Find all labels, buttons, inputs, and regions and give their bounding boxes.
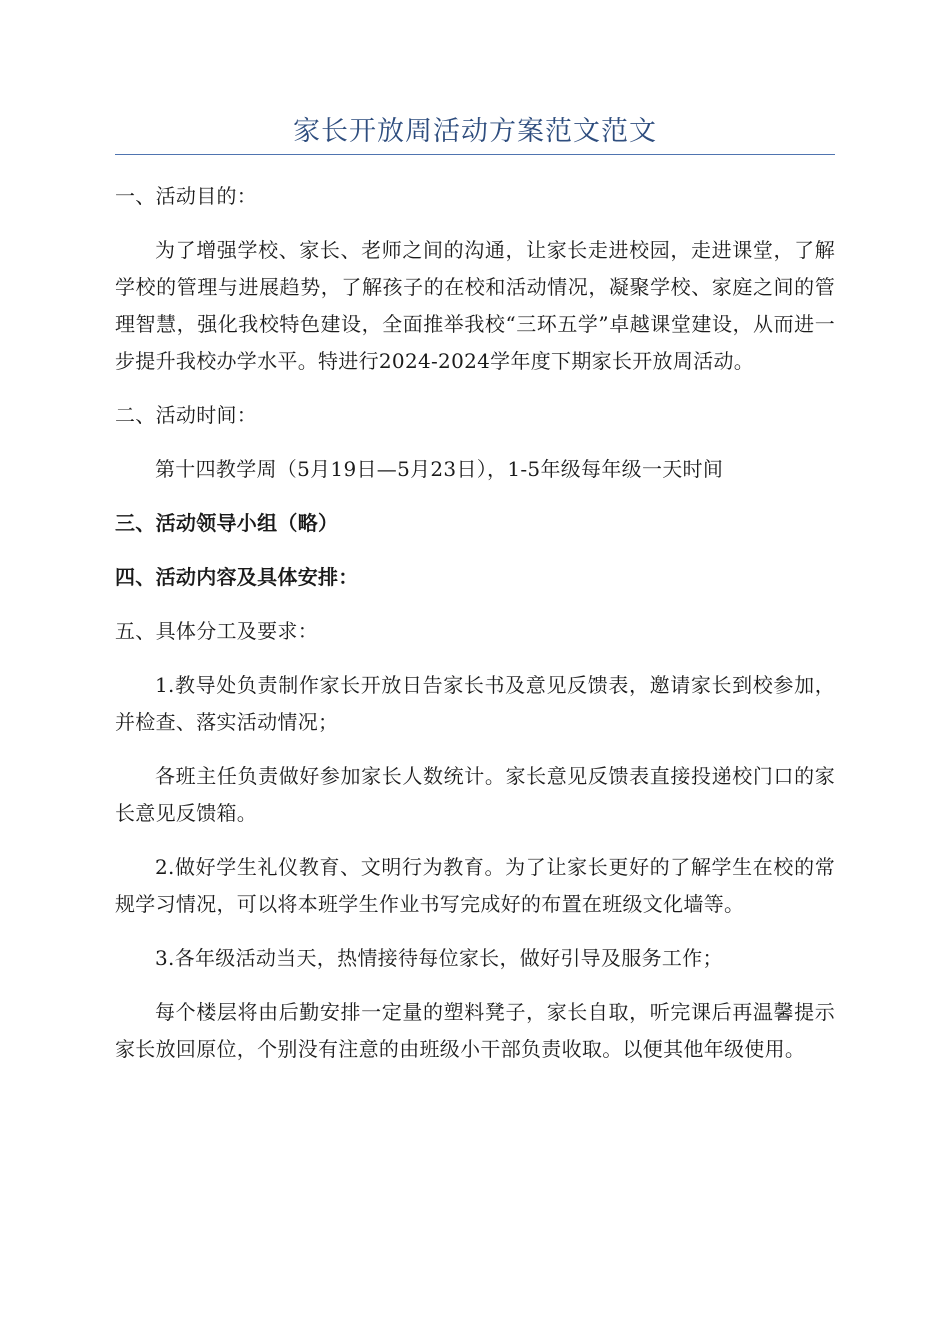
document-title: 家长开放周活动方案范文范文 [293, 116, 657, 147]
section-5-item-3-note: 每个楼层将由后勤安排一定量的塑料凳子，家长自取，听完课后再温馨提示家长放回原位，个别没有注意的由班级小干部负责收取。以便其他年级使用。 [115, 1000, 835, 1061]
section-1-body: 为了增强学校、家长、老师之间的沟通，让家长走进校园，走进课堂，了解学校的管理与进展趋势，了解孩子的在校和活动情况，凝聚学校、家庭之间的管理智慧，强化我校特色建设，全面推举我校“三环五学”卓越课堂建设，从而进一步提升我校办学水平。特进行2024-2024学年度下期家长开放周活动。 [115, 238, 835, 373]
section-2-body: 第十四教学周（5月19日—5月23日），1-5年级每年级一天时间 [155, 457, 724, 481]
section-3-heading: 三、活动领导小组（略） [115, 511, 339, 535]
section-5-item-3: 3.各年级活动当天，热情接待每位家长，做好引导及服务工作； [155, 946, 723, 970]
section-4-heading: 四、活动内容及具体安排： [115, 565, 359, 589]
section-2-heading: 二、活动时间： [115, 403, 258, 427]
section-5-item-2: 2.做好学生礼仪教育、文明行为教育。为了让家长更好的了解学生在校的常规学习情况，可以将本班学生作业书写完成好的布置在班级文化墙等。 [115, 855, 835, 916]
section-5-item-1-note: 各班主任负责做好参加家长人数统计。家长意见反馈表直接投递校门口的家长意见反馈箱。 [115, 764, 835, 825]
section-5-heading: 五、具体分工及要求： [115, 619, 318, 643]
section-1-heading: 一、活动目的： [115, 184, 258, 208]
title-underline [115, 154, 835, 155]
section-5-item-1: 1.教导处负责制作家长开放日告家长书及意见反馈表，邀请家长到校参加，并检查、落实活动情况； [115, 673, 835, 734]
document-body [115, 178, 835, 1085]
